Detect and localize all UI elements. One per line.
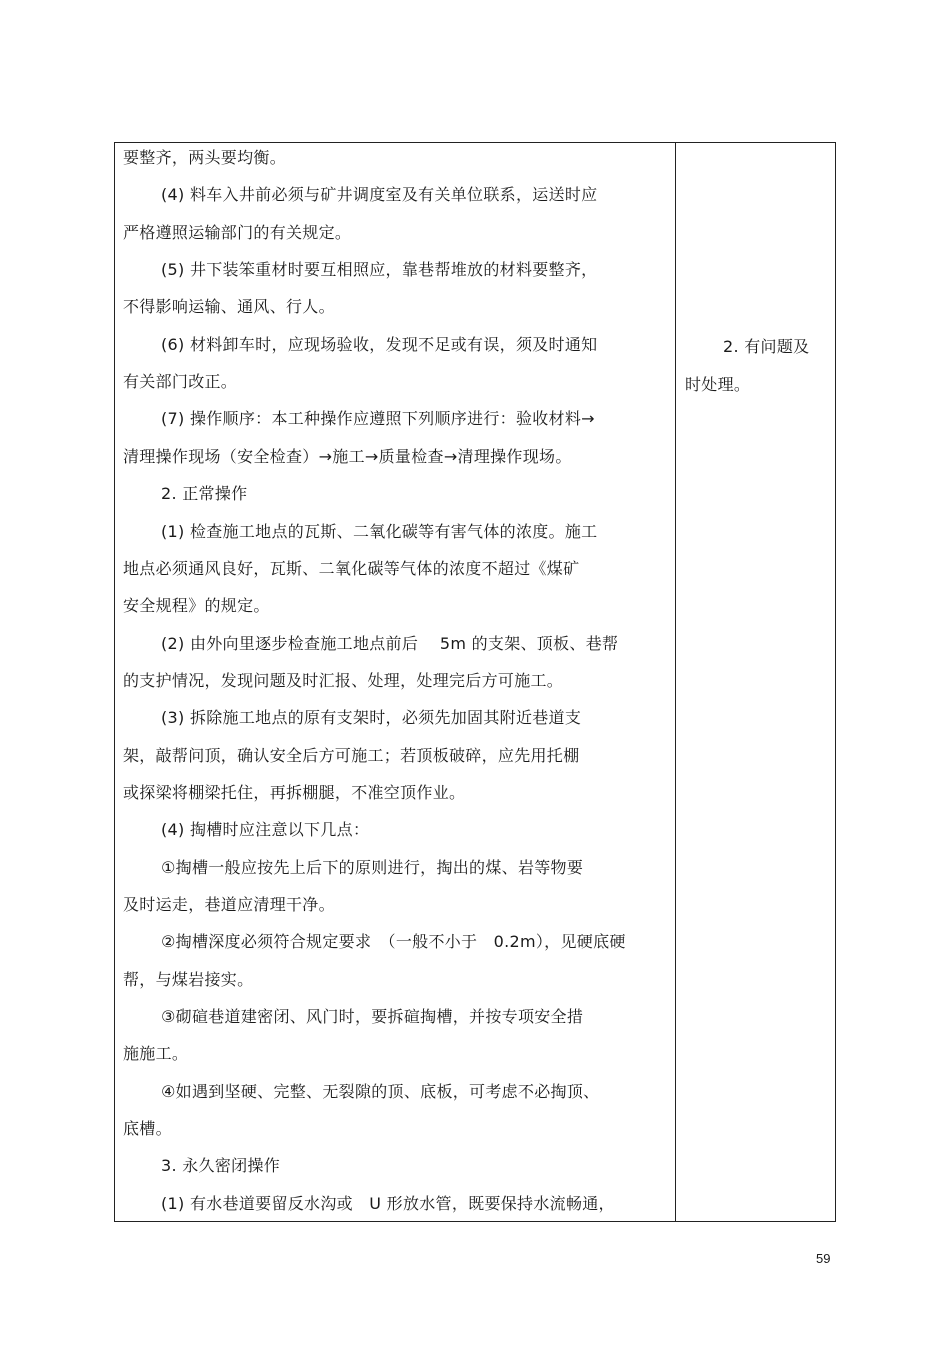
text-line: 的支护情况，发现问题及时汇报、处理，处理完后方可施工。: [123, 670, 564, 690]
text-line: ④如遇到坚硬、完整、无裂隙的顶、底板，可考虑不必掏顶、: [161, 1081, 600, 1101]
page-number: 59: [816, 1251, 831, 1266]
remark-line: 时处理。: [685, 375, 751, 394]
text-line: (4) 掏槽时应注意以下几点：: [161, 820, 370, 840]
text-line: 底槽。: [123, 1119, 172, 1139]
text-line: 有关部门改正。: [123, 372, 238, 392]
text-line: 帮，与煤岩接实。: [123, 969, 254, 989]
text-line: (3) 拆除施工地点的原有支架时，必须先加固其附近巷道支: [161, 708, 582, 728]
text-line: (1) 检查施工地点的瓦斯、二氧化碳等有害气体的浓度。施工: [161, 521, 598, 541]
text-line: ②掏槽深度必须符合规定要求 （一般不小于 0.2m），见硬底硬: [161, 932, 626, 952]
text-line: 地点必须通风良好，瓦斯、二氧化碳等气体的浓度不超过《煤矿: [123, 558, 580, 578]
text-line: 架，敲帮问顶，确认安全后方可施工；若顶板破碎，应先用托棚: [123, 745, 580, 765]
text-line: (5) 井下装笨重材时要互相照应，靠巷帮堆放的材料要整齐，: [161, 260, 598, 280]
text-line: 清理操作现场（安全检查）→施工→质量检查→清理操作现场。: [123, 446, 572, 466]
remark-line: 2. 有问题及: [723, 337, 810, 356]
text-line: 不得影响运输、通风、行人。: [123, 297, 335, 317]
text-line: 及时运走，巷道应清理干净。: [123, 895, 335, 914]
main-text-column: [115, 143, 675, 1221]
remarks-column: [676, 143, 836, 1221]
content-table: [114, 142, 836, 1222]
text-line: 施施工。: [123, 1044, 189, 1064]
text-line: (2) 由外向里逐步检查施工地点前后 5m 的支架、顶板、巷帮: [161, 633, 619, 653]
text-line: (1) 有水巷道要留反水沟或 U 形放水管，既要保持水流畅通，: [161, 1193, 615, 1213]
text-line: 严格遵照运输部门的有关规定。: [123, 222, 352, 242]
text-line: 3. 永久密闭操作: [161, 1156, 281, 1176]
text-line: (4) 料车入井前必须与矿井调度室及有关单位联系，运送时应: [161, 185, 598, 205]
text-line: 安全规程》的规定。: [123, 596, 270, 616]
text-line: (7) 操作顺序：本工种操作应遵照下列顺序进行：验收材料→: [161, 409, 595, 429]
text-line: ①掏槽一般应按先上后下的原则进行，掏出的煤、岩等物要: [161, 857, 584, 877]
text-line: 或探梁将棚梁托住，再拆棚腿，不准空顶作业。: [123, 782, 466, 802]
text-line: ③砌碹巷道建密闭、风门时，要拆碹掏槽，并按专项安全措: [161, 1007, 584, 1027]
text-line: 要整齐，两头要均衡。: [123, 148, 287, 167]
text-line: 2. 正常操作: [161, 484, 248, 504]
text-line: (6) 材料卸车时，应现场验收，发现不足或有误，须及时通知: [161, 334, 598, 354]
